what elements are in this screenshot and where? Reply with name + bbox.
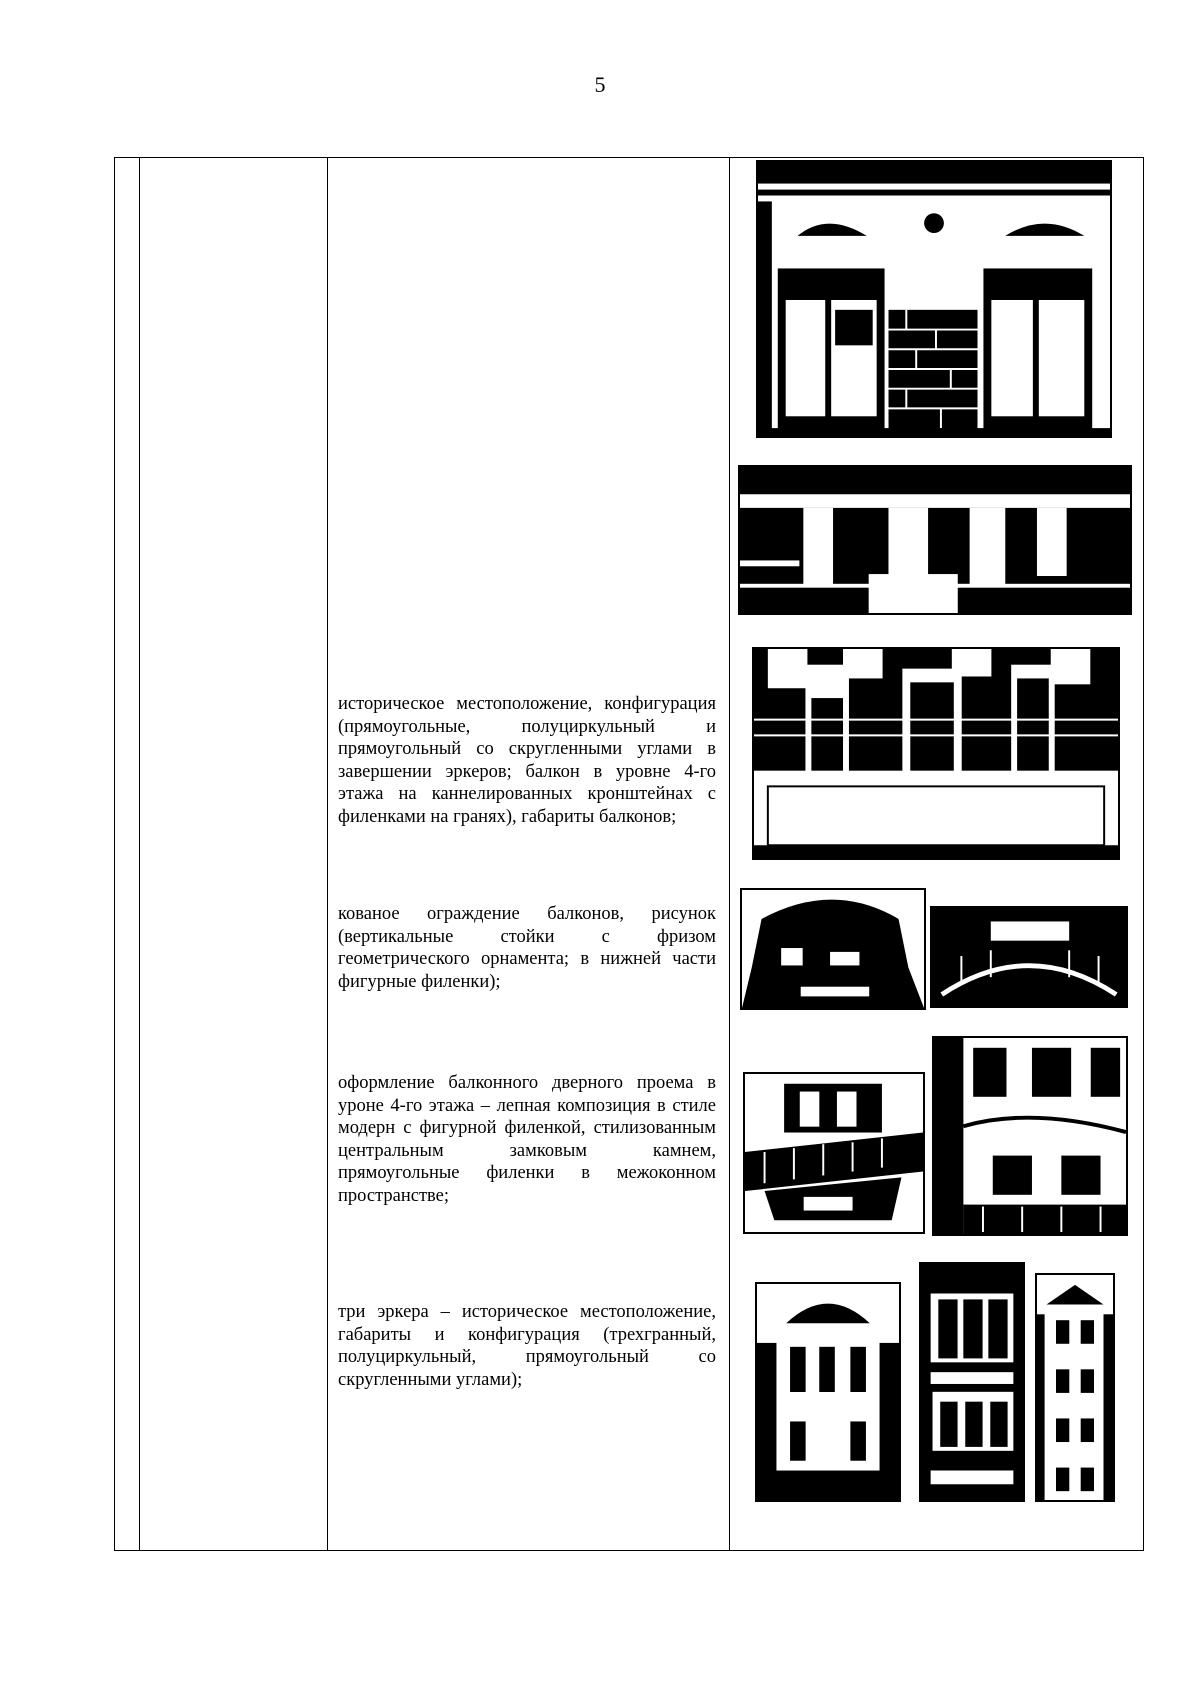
column-divider-1 bbox=[139, 158, 140, 1550]
paragraph-balconies: историческое местоположение, конфигурация (прямоугольные, полуциркульный и прямоугольный со скругленными углами в завершении эркеров; балкон в уровне 4-го этажа на каннелированных кронштейнах с филенками на гранях), габариты балконов; bbox=[338, 694, 716, 827]
page-number: 5 bbox=[594, 72, 606, 97]
balcony-door-decor-photo-left bbox=[743, 1072, 925, 1234]
column-divider-3 bbox=[729, 158, 730, 1550]
bay-window-photo-rectangular bbox=[1035, 1273, 1115, 1502]
paragraph-door-decor: оформление балконного дверного проема в уроне 4-го этажа – лепная композиция в стиле модерн с фигурной филенкой, стилизованным центральным замковым камнем, прямоугольные филенки в межоконном пространстве; bbox=[338, 1073, 716, 1206]
balcony-railing-photo-left bbox=[740, 888, 926, 1010]
bay-window-photo-trihedral bbox=[755, 1282, 901, 1502]
balcony-door-decor-photo-right bbox=[932, 1036, 1128, 1236]
balcony-photo bbox=[752, 647, 1120, 860]
bay-window-photo-semicircular bbox=[919, 1262, 1025, 1502]
balcony-railing-photo-right bbox=[930, 906, 1128, 1008]
paragraph-bay-windows: три эркера – историческое местоположение, габариты и конфигурация (трехгранный, полуциркульный, прямоугольный со скругленными углами); bbox=[338, 1302, 716, 1390]
balcony-doors-photo bbox=[738, 465, 1132, 615]
paragraph-railings: кованое ограждение балконов, рисунок (вертикальные стойки с фризом геометрического орнамента; в нижней части фигурные филенки); bbox=[338, 904, 716, 992]
column-divider-2 bbox=[327, 158, 328, 1550]
facade-windows-photo bbox=[756, 160, 1112, 438]
